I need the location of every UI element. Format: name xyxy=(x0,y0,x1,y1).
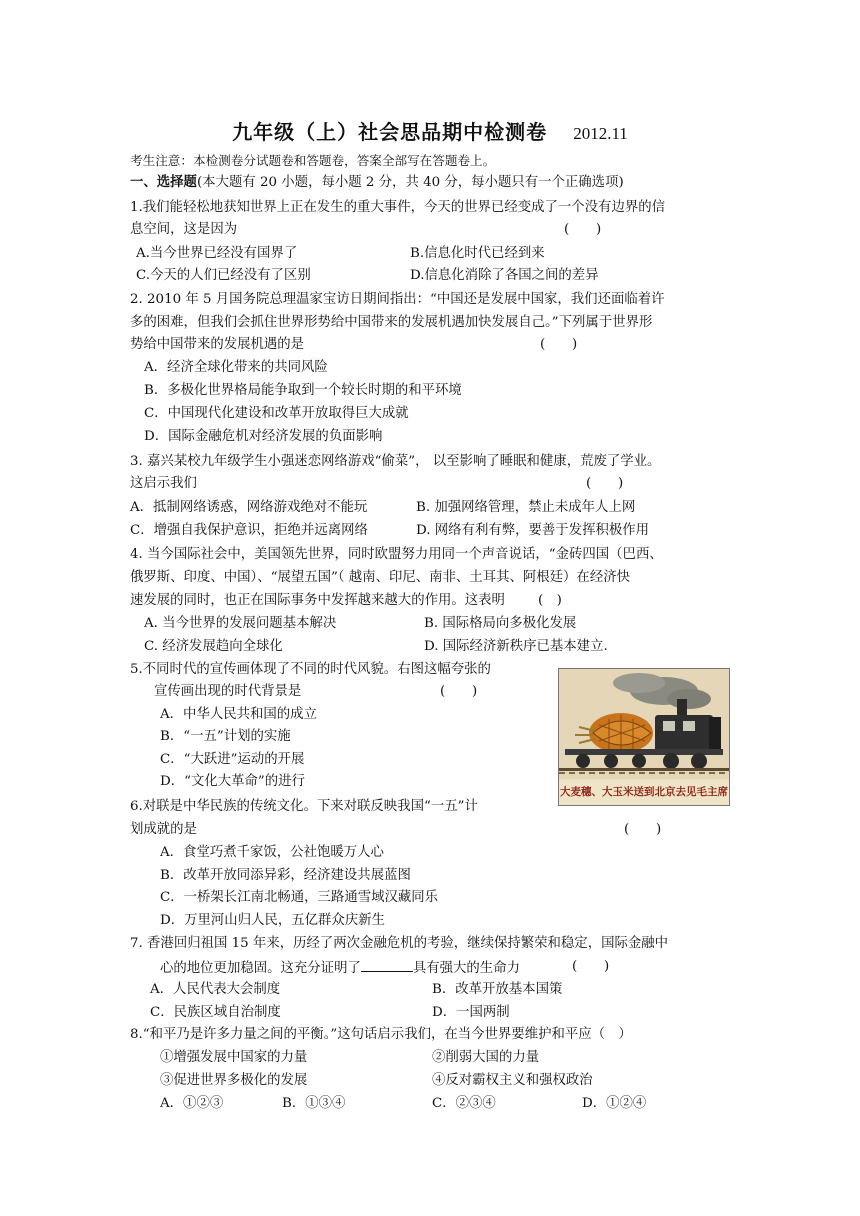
q3-option-c: C．增强自我保护意识，拒绝并远离网络 xyxy=(130,523,368,538)
q8-statement-1: ①增强发展中国家的力量 xyxy=(160,1050,308,1065)
q7-option-c: C．民族区域自治制度 xyxy=(150,1005,281,1020)
q4-stem-line3: 速发展的同时，也正在国际事务中发挥越来越大的作用。这表明 xyxy=(130,593,505,608)
q6-option-b: B．改革开放同添异彩，经济建设共展蓝图 xyxy=(160,868,411,883)
q6-option-c: C．一桥架长江南北畅通，三路通雪域汉藏同乐 xyxy=(160,890,439,905)
q1-option-c: C.今天的人们已经没有了区别 xyxy=(136,268,311,283)
q6-option-a: A．食堂巧煮千家饭，公社饱暖万人心 xyxy=(160,845,384,860)
q8-option-b: B．①③④ xyxy=(282,1096,346,1111)
q8-option-c: C．②③④ xyxy=(432,1096,496,1111)
q5-answer-paren: ( ) xyxy=(440,684,478,699)
q5-stem-line1: 5.不同时代的宣传画体现了不同的时代风貌。右图这幅夸张的 xyxy=(130,662,491,677)
q3-stem-line1: 3. 嘉兴某校九年级学生小强迷恋网络游戏“偷菜”， 以至影响了睡眠和健康，荒废了学业。 xyxy=(130,454,661,469)
q1-stem-line2: 息空间，这是因为 xyxy=(130,222,238,237)
q2-option-b: B．多极化世界格局能争取到一个较长时期的和平环境 xyxy=(144,383,462,398)
q3-option-d: D. 网络有利有弊，要善于发挥积极作用 xyxy=(416,523,650,538)
q4-stem-line2: 俄罗斯、印度、中国）、“展望五国”（ 越南、印尼、南非、土耳其、阿根廷）在经济快 xyxy=(130,570,630,585)
title-text: 九年级（上）社会思品期中检测卷 xyxy=(232,120,548,144)
q4-stem-line1: 4. 当今国际社会中，美国领先世界，同时欧盟努力用同一个声音说话，“金砖四国（巴西、 xyxy=(130,547,663,562)
q7-option-d: D．一国两制 xyxy=(432,1005,510,1020)
section-description: (本大题有 20 小题，每小题 2 分，共 40 分，每小题只有一个正确选项) xyxy=(196,175,624,190)
page-title xyxy=(0,116,860,145)
q5-option-d: D．“文化大革命”的进行 xyxy=(160,774,305,789)
q6-answer-paren: ( ) xyxy=(624,822,662,837)
q4-option-a: A. 当今世界的发展问题基本解决 xyxy=(144,616,337,631)
q3-option-a: A．抵制网络诱惑，网络游戏绝对不能玩 xyxy=(130,500,368,515)
q2-stem-line3: 势给中国带来的发展机遇的是 xyxy=(130,337,305,352)
q7-option-a: A．人民代表大会制度 xyxy=(150,982,281,997)
q4-option-c: C. 经济发展趋向全球化 xyxy=(144,639,283,654)
q4-option-d: D. 国际经济新秩序已基本建立. xyxy=(424,639,608,654)
propaganda-poster-image xyxy=(558,668,730,806)
exam-notice: 考生注意：本检测卷分试题卷和答题卷，答案全部写在答题卷上。 xyxy=(130,153,496,168)
q1-option-d: D.信息化消除了各国之间的差异 xyxy=(410,268,599,283)
q7-stem-part1: 心的地位更加稳固。这充分证明了 xyxy=(160,961,361,976)
q8-statement-3: ③促进世界多极化的发展 xyxy=(160,1073,308,1088)
section-heading xyxy=(130,173,624,193)
q1-option-b: B.信息化时代已经到来 xyxy=(410,246,545,261)
q1-answer-paren: ( ) xyxy=(564,222,602,237)
q2-stem-line2: 多的困难，但我们会抓住世界形势给中国带来的发展机遇加快发展自己。”下列属于世界形 xyxy=(130,315,653,330)
q5-option-a: A．中华人民共和国的成立 xyxy=(160,707,317,722)
q2-option-a: A．经济全球化带来的共同风险 xyxy=(144,360,328,375)
q4-option-b: B. 国际格局向多极化发展 xyxy=(424,616,577,631)
q8-statement-4: ④反对霸权主义和强权政治 xyxy=(432,1073,593,1088)
q3-answer-paren: ( ) xyxy=(586,476,624,491)
q2-stem-line1: 2. 2010 年 5 月国务院总理温家宝访日期间指出：“中国还是发展中国家，我们还面临着许 xyxy=(130,292,665,307)
q7-blank xyxy=(361,957,413,972)
poster-caption: 大麦穗、大玉米送到北京去见毛主席 xyxy=(559,779,729,805)
q1-option-a: A.当今世界已经没有国界了 xyxy=(136,246,298,261)
q2-option-c: C．中国现代化建设和改革开放取得巨大成就 xyxy=(144,406,409,421)
q8-option-a: A．①②③ xyxy=(160,1096,224,1111)
q6-stem-line2: 划成就的是 xyxy=(130,822,197,837)
title-date: 2012.11 xyxy=(573,124,628,143)
q2-answer-paren: ( ) xyxy=(540,337,578,352)
q4-answer-paren: ( ) xyxy=(538,593,562,608)
q3-stem-line2: 这启示我们 xyxy=(130,476,197,491)
q7-stem-part2: 具有强大的生命力 xyxy=(412,961,520,976)
q5-stem-line2: 宣传画出现的时代背景是 xyxy=(154,684,302,699)
q7-stem-line1: 7. 香港回归祖国 15 年来，历经了两次金融危机的考验，继续保持繁荣和稳定，国际金融中 xyxy=(130,936,669,951)
q5-option-c: C．“大跃进”运动的开展 xyxy=(160,752,305,767)
q3-option-b: B. 加强网络管理，禁止未成年人上网 xyxy=(416,500,636,515)
q8-option-d: D．①②④ xyxy=(582,1096,647,1111)
q7-stem-line2 xyxy=(160,957,520,979)
q8-stem-line1: 8.“和平乃是许多力量之间的平衡。”这句话启示我们，在当今世界要维护和平应（ ） xyxy=(130,1027,632,1042)
section-title: 一、选择题 xyxy=(130,175,197,190)
q2-option-d: D．国际金融危机对经济发展的负面影响 xyxy=(144,429,383,444)
q6-option-d: D．万里河山归人民，五亿群众庆新生 xyxy=(160,913,385,928)
q8-statement-2: ②削弱大国的力量 xyxy=(432,1050,540,1065)
q7-answer-paren: ( ) xyxy=(572,959,610,974)
q6-stem-line1: 6.对联是中华民族的传统文化。下来对联反映我国“一五”计 xyxy=(130,799,478,814)
q1-stem-line1: 1.我们能轻松地获知世界上正在发生的重大事件，今天的世界已经变成了一个没有边界的信 xyxy=(130,200,666,215)
q7-option-b: B．改革开放基本国策 xyxy=(432,982,563,997)
q5-option-b: B．“一五”计划的实施 xyxy=(160,729,291,744)
